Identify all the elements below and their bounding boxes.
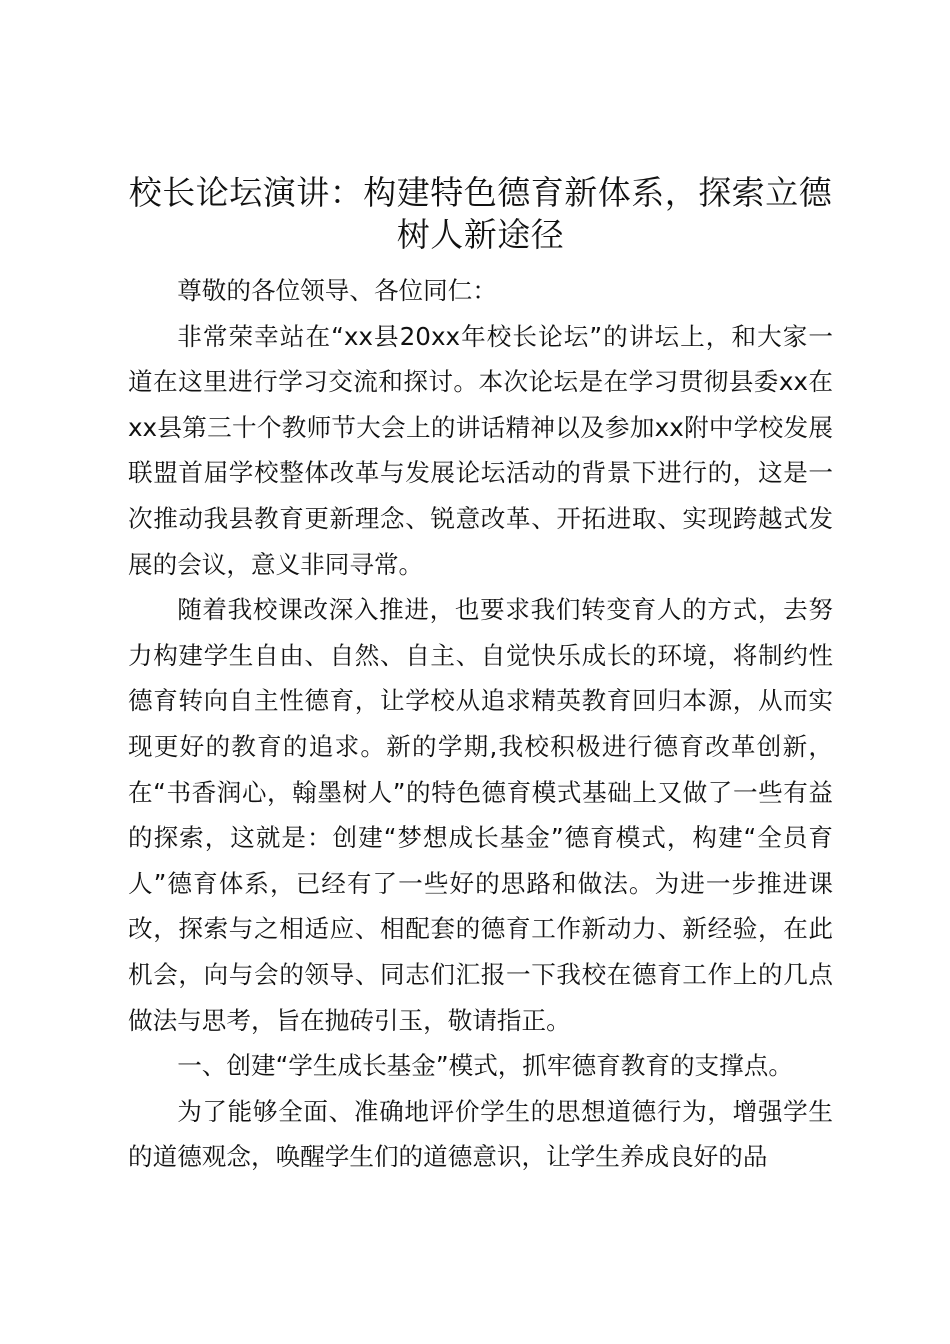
intro-paragraph: 非常荣幸站在“xx县20xx年校长论坛”的讲坛上，和大家一道在这里进行学习交流和探讨。本次论坛是在学习贯彻县委xx在xx县第三十个教师节大会上的讲话精神以及参加xx附中学校发展联盟首届学校整体改革与发展论坛活动的背景下进行的，这是一次推动我县教育更新理念、锐意改革、开拓进取、实现跨越式发展的会议，意义非同寻常。 (128, 321, 833, 579)
document-title: 校长论坛演讲：构建特色德育新体系，探索立德树人新途径 (128, 173, 833, 254)
greeting-paragraph: 尊敬的各位领导、各位同仁： (177, 276, 497, 305)
section-paragraph-1: 为了能够全面、准确地评价学生的思想道德行为，增强学生的道德观念，唤醒学生们的道德意识，让学生养成良好的品 (128, 1096, 833, 1172)
document-body (128, 172, 833, 1180)
section-heading-1: 一、创建“学生成长基金”模式，抓牢德育教育的支撑点。 (177, 1051, 793, 1081)
reform-paragraph: 随着我校课改深入推进，也要求我们转变育人的方式，去努力构建学生自由、自然、自主、自觉快乐成长的环境，将制约性德育转向自主性德育，让学校从追求精英教育回归本源，从而实现更好的教育的追求。新的学期,我校积极进行德育改革创新，在“书香润心，翰墨树人”的特色德育模式基础上又做了一些有益的探索，这就是：创建“梦想成长基金”德育模式，构建“全员育人”德育体系，已经有了一些好的思路和做法。为进一步推进课改，探索与之相适应、相配套的德育工作新动力、新经验，在此机会，向与会的领导、同志们汇报一下我校在德育工作上的几点做法与思考，旨在抛砖引玉，敬请指正。 (128, 595, 833, 1035)
